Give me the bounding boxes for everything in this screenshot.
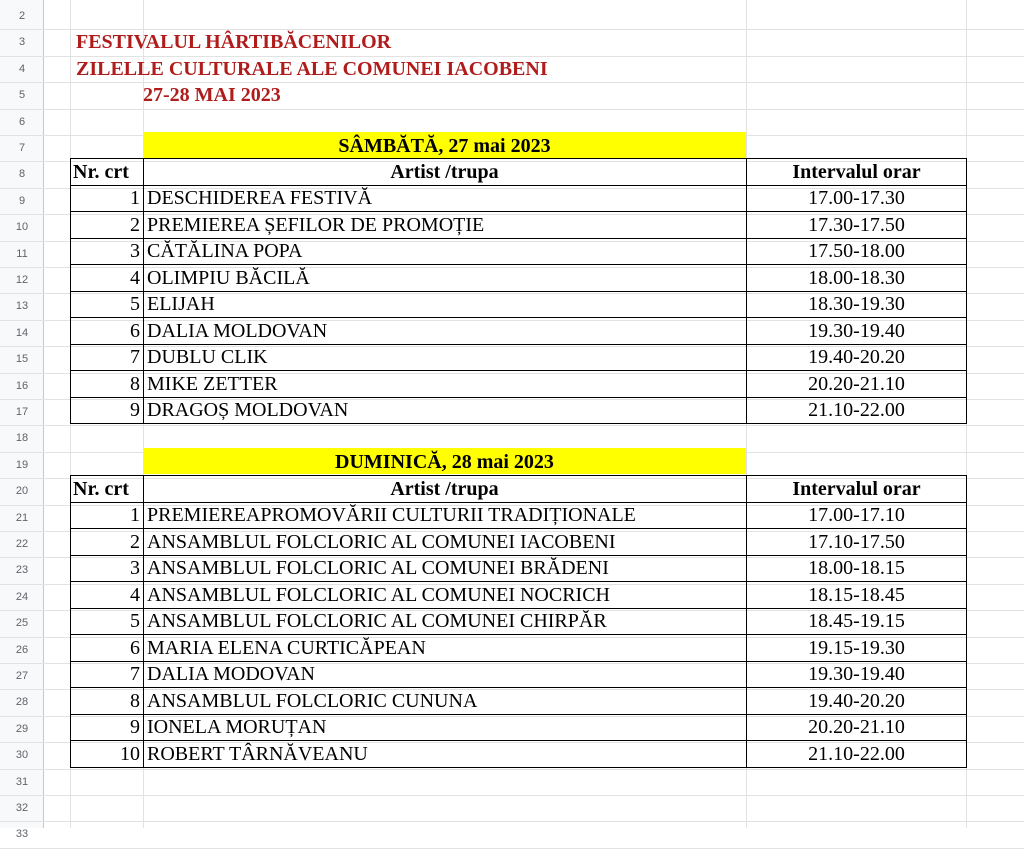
- time-cell[interactable]: 19.30-19.40: [747, 661, 967, 688]
- row-number[interactable]: 18: [15, 432, 29, 445]
- row-number[interactable]: 20: [15, 485, 29, 498]
- artist-cell[interactable]: ANSAMBLUL FOLCLORIC AL COMUNEI CHIRPĂR: [144, 608, 747, 635]
- table-row: [71, 238, 967, 265]
- row-number[interactable]: 22: [15, 538, 29, 550]
- nr-cell[interactable]: 5: [71, 608, 144, 635]
- row-number[interactable]: 4: [18, 62, 26, 75]
- time-cell[interactable]: 17.50-18.00: [747, 238, 967, 265]
- row-number[interactable]: 12: [15, 274, 29, 286]
- time-cell[interactable]: 20.20-21.10: [747, 714, 967, 741]
- row-number[interactable]: 10: [15, 221, 29, 234]
- artist-cell[interactable]: DALIA MODOVAN: [144, 661, 747, 688]
- artist-cell[interactable]: PREMIEREAPROMOVĂRII CULTURII TRADIȚIONALE: [144, 502, 747, 529]
- nr-cell[interactable]: 2: [71, 529, 144, 556]
- row-number[interactable]: 14: [15, 326, 29, 339]
- time-cell[interactable]: 18.45-19.15: [747, 608, 967, 635]
- festival-dates: 27-28 MAI 2023: [143, 84, 281, 106]
- row-number[interactable]: 24: [15, 590, 29, 603]
- row-number[interactable]: 23: [15, 564, 29, 577]
- time-cell[interactable]: 21.10-22.00: [747, 397, 967, 424]
- nr-cell[interactable]: 9: [71, 397, 144, 424]
- row-number[interactable]: 5: [18, 89, 26, 102]
- artist-cell[interactable]: ANSAMBLUL FOLCLORIC AL COMUNEI BRĂDENI: [144, 555, 747, 582]
- nr-cell[interactable]: 8: [71, 688, 144, 715]
- artist-cell[interactable]: DRAGOȘ MOLDOVAN: [144, 397, 747, 424]
- row-gridline: [0, 56, 1024, 57]
- nr-cell[interactable]: 6: [71, 635, 144, 662]
- nr-cell[interactable]: 4: [71, 582, 144, 609]
- row-number[interactable]: 19: [15, 458, 29, 471]
- table-row: [71, 555, 967, 582]
- row-number[interactable]: 3: [18, 36, 26, 49]
- nr-cell[interactable]: 1: [71, 502, 144, 529]
- artist-cell[interactable]: ANSAMBLUL FOLCLORIC AL COMUNEI NOCRICH: [144, 582, 747, 609]
- table-row: [71, 529, 967, 556]
- row-number[interactable]: 27: [15, 670, 29, 682]
- row-gridline: [0, 821, 1024, 822]
- time-cell[interactable]: 19.15-19.30: [747, 635, 967, 662]
- artist-cell[interactable]: DUBLU CLIK: [144, 344, 747, 371]
- nr-header[interactable]: Nr. crt: [71, 476, 144, 503]
- table-row: [71, 502, 967, 529]
- time-cell[interactable]: 19.30-19.40: [747, 318, 967, 345]
- artist-cell[interactable]: MARIA ELENA CURTICĂPEAN: [144, 635, 747, 662]
- row-number[interactable]: 8: [18, 168, 26, 181]
- row-number[interactable]: 2: [18, 10, 26, 22]
- table-row: [71, 741, 967, 768]
- table-row: [71, 397, 967, 424]
- table-row: [71, 318, 967, 345]
- time-cell[interactable]: 17.00-17.10: [747, 502, 967, 529]
- time-cell[interactable]: 21.10-22.00: [747, 741, 967, 768]
- row-number[interactable]: 6: [18, 115, 26, 128]
- time-cell[interactable]: 18.00-18.30: [747, 265, 967, 292]
- nr-cell[interactable]: 9: [71, 714, 144, 741]
- row-number[interactable]: 16: [15, 379, 29, 392]
- table-header-row: [71, 159, 967, 186]
- nr-cell[interactable]: 3: [71, 238, 144, 265]
- row-number[interactable]: 26: [15, 643, 29, 656]
- time-cell[interactable]: 17.30-17.50: [747, 212, 967, 239]
- day1-schedule-table: [70, 158, 967, 424]
- table-row: [71, 344, 967, 371]
- artist-cell[interactable]: ANSAMBLUL FOLCLORIC CUNUNA: [144, 688, 747, 715]
- time-cell[interactable]: 18.15-18.45: [747, 582, 967, 609]
- artist-cell[interactable]: MIKE ZETTER: [144, 371, 747, 398]
- row-gridline: [0, 109, 1024, 110]
- artist-header[interactable]: Artist /trupa: [144, 476, 747, 503]
- artist-header[interactable]: Artist /trupa: [144, 159, 747, 186]
- nr-cell[interactable]: 6: [71, 318, 144, 345]
- day2-heading[interactable]: DUMINICĂ, 28 mai 2023: [143, 448, 746, 474]
- row-gridline: [0, 769, 1024, 770]
- artist-cell[interactable]: ANSAMBLUL FOLCLORIC AL COMUNEI IACOBENI: [144, 529, 747, 556]
- table-row: [71, 212, 967, 239]
- table-row: [71, 635, 967, 662]
- table-row: [71, 371, 967, 398]
- time-header[interactable]: Intervalul orar: [747, 476, 967, 503]
- row-number[interactable]: 25: [15, 617, 29, 630]
- time-cell[interactable]: 19.40-20.20: [747, 688, 967, 715]
- artist-cell[interactable]: OLIMPIU BĂCILĂ: [144, 265, 747, 292]
- nr-cell[interactable]: 5: [71, 291, 144, 318]
- time-cell[interactable]: 17.10-17.50: [747, 529, 967, 556]
- row-gridline: [0, 425, 1024, 426]
- row-number[interactable]: 32: [15, 802, 29, 814]
- time-cell[interactable]: 17.00-17.30: [747, 185, 967, 212]
- nr-header[interactable]: Nr. crt: [71, 159, 144, 186]
- festival-title: FESTIVALUL HÂRTIBĂCENILOR: [76, 31, 392, 53]
- row-gridline: [0, 795, 1024, 796]
- row-number[interactable]: 31: [15, 775, 29, 788]
- time-header[interactable]: Intervalul orar: [747, 159, 967, 186]
- table-row: [71, 608, 967, 635]
- row-number[interactable]: 13: [15, 300, 29, 313]
- artist-cell[interactable]: ELIJAH: [144, 291, 747, 318]
- table-row: [71, 661, 967, 688]
- row-number[interactable]: 9: [18, 194, 26, 207]
- nr-cell[interactable]: 3: [71, 555, 144, 582]
- day1-heading[interactable]: SÂMBĂTĂ, 27 mai 2023: [143, 132, 746, 158]
- row-number[interactable]: 29: [15, 722, 29, 735]
- time-cell[interactable]: 19.40-20.20: [747, 344, 967, 371]
- nr-cell[interactable]: 7: [71, 344, 144, 371]
- row-number[interactable]: 33: [15, 828, 29, 841]
- nr-cell[interactable]: 4: [71, 265, 144, 292]
- festival-subtitle: ZILELLE CULTURALE ALE COMUNEI IACOBENI: [76, 58, 548, 80]
- table-header-row: [71, 476, 967, 503]
- table-row: [71, 688, 967, 715]
- row-number[interactable]: 17: [15, 406, 29, 418]
- table-row: [71, 582, 967, 609]
- row-number[interactable]: 15: [15, 353, 29, 366]
- artist-cell[interactable]: ROBERT TÂRNĂVEANU: [144, 741, 747, 768]
- time-cell[interactable]: 20.20-21.10: [747, 371, 967, 398]
- table-row: [71, 714, 967, 741]
- table-row: [71, 265, 967, 292]
- nr-cell[interactable]: 8: [71, 371, 144, 398]
- row-number[interactable]: 11: [16, 247, 28, 260]
- artist-cell[interactable]: IONELA MORUȚAN: [144, 714, 747, 741]
- nr-cell[interactable]: 2: [71, 212, 144, 239]
- nr-cell[interactable]: 1: [71, 185, 144, 212]
- artist-cell[interactable]: CĂTĂLINA POPA: [144, 238, 747, 265]
- table-row: [71, 185, 967, 212]
- nr-cell[interactable]: 10: [71, 741, 144, 768]
- nr-cell[interactable]: 7: [71, 661, 144, 688]
- time-cell[interactable]: 18.00-18.15: [747, 555, 967, 582]
- row-number[interactable]: 30: [15, 749, 29, 762]
- artist-cell[interactable]: DALIA MOLDOVAN: [144, 318, 747, 345]
- day2-schedule-table: [70, 475, 967, 768]
- time-cell[interactable]: 18.30-19.30: [747, 291, 967, 318]
- table-row: [71, 291, 967, 318]
- row-number[interactable]: 28: [15, 696, 29, 709]
- artist-cell[interactable]: DESCHIDEREA FESTIVĂ: [144, 185, 747, 212]
- row-number[interactable]: 21: [15, 511, 29, 524]
- row-number[interactable]: 7: [18, 142, 26, 154]
- artist-cell[interactable]: PREMIEREA ȘEFILOR DE PROMOȚIE: [144, 212, 747, 239]
